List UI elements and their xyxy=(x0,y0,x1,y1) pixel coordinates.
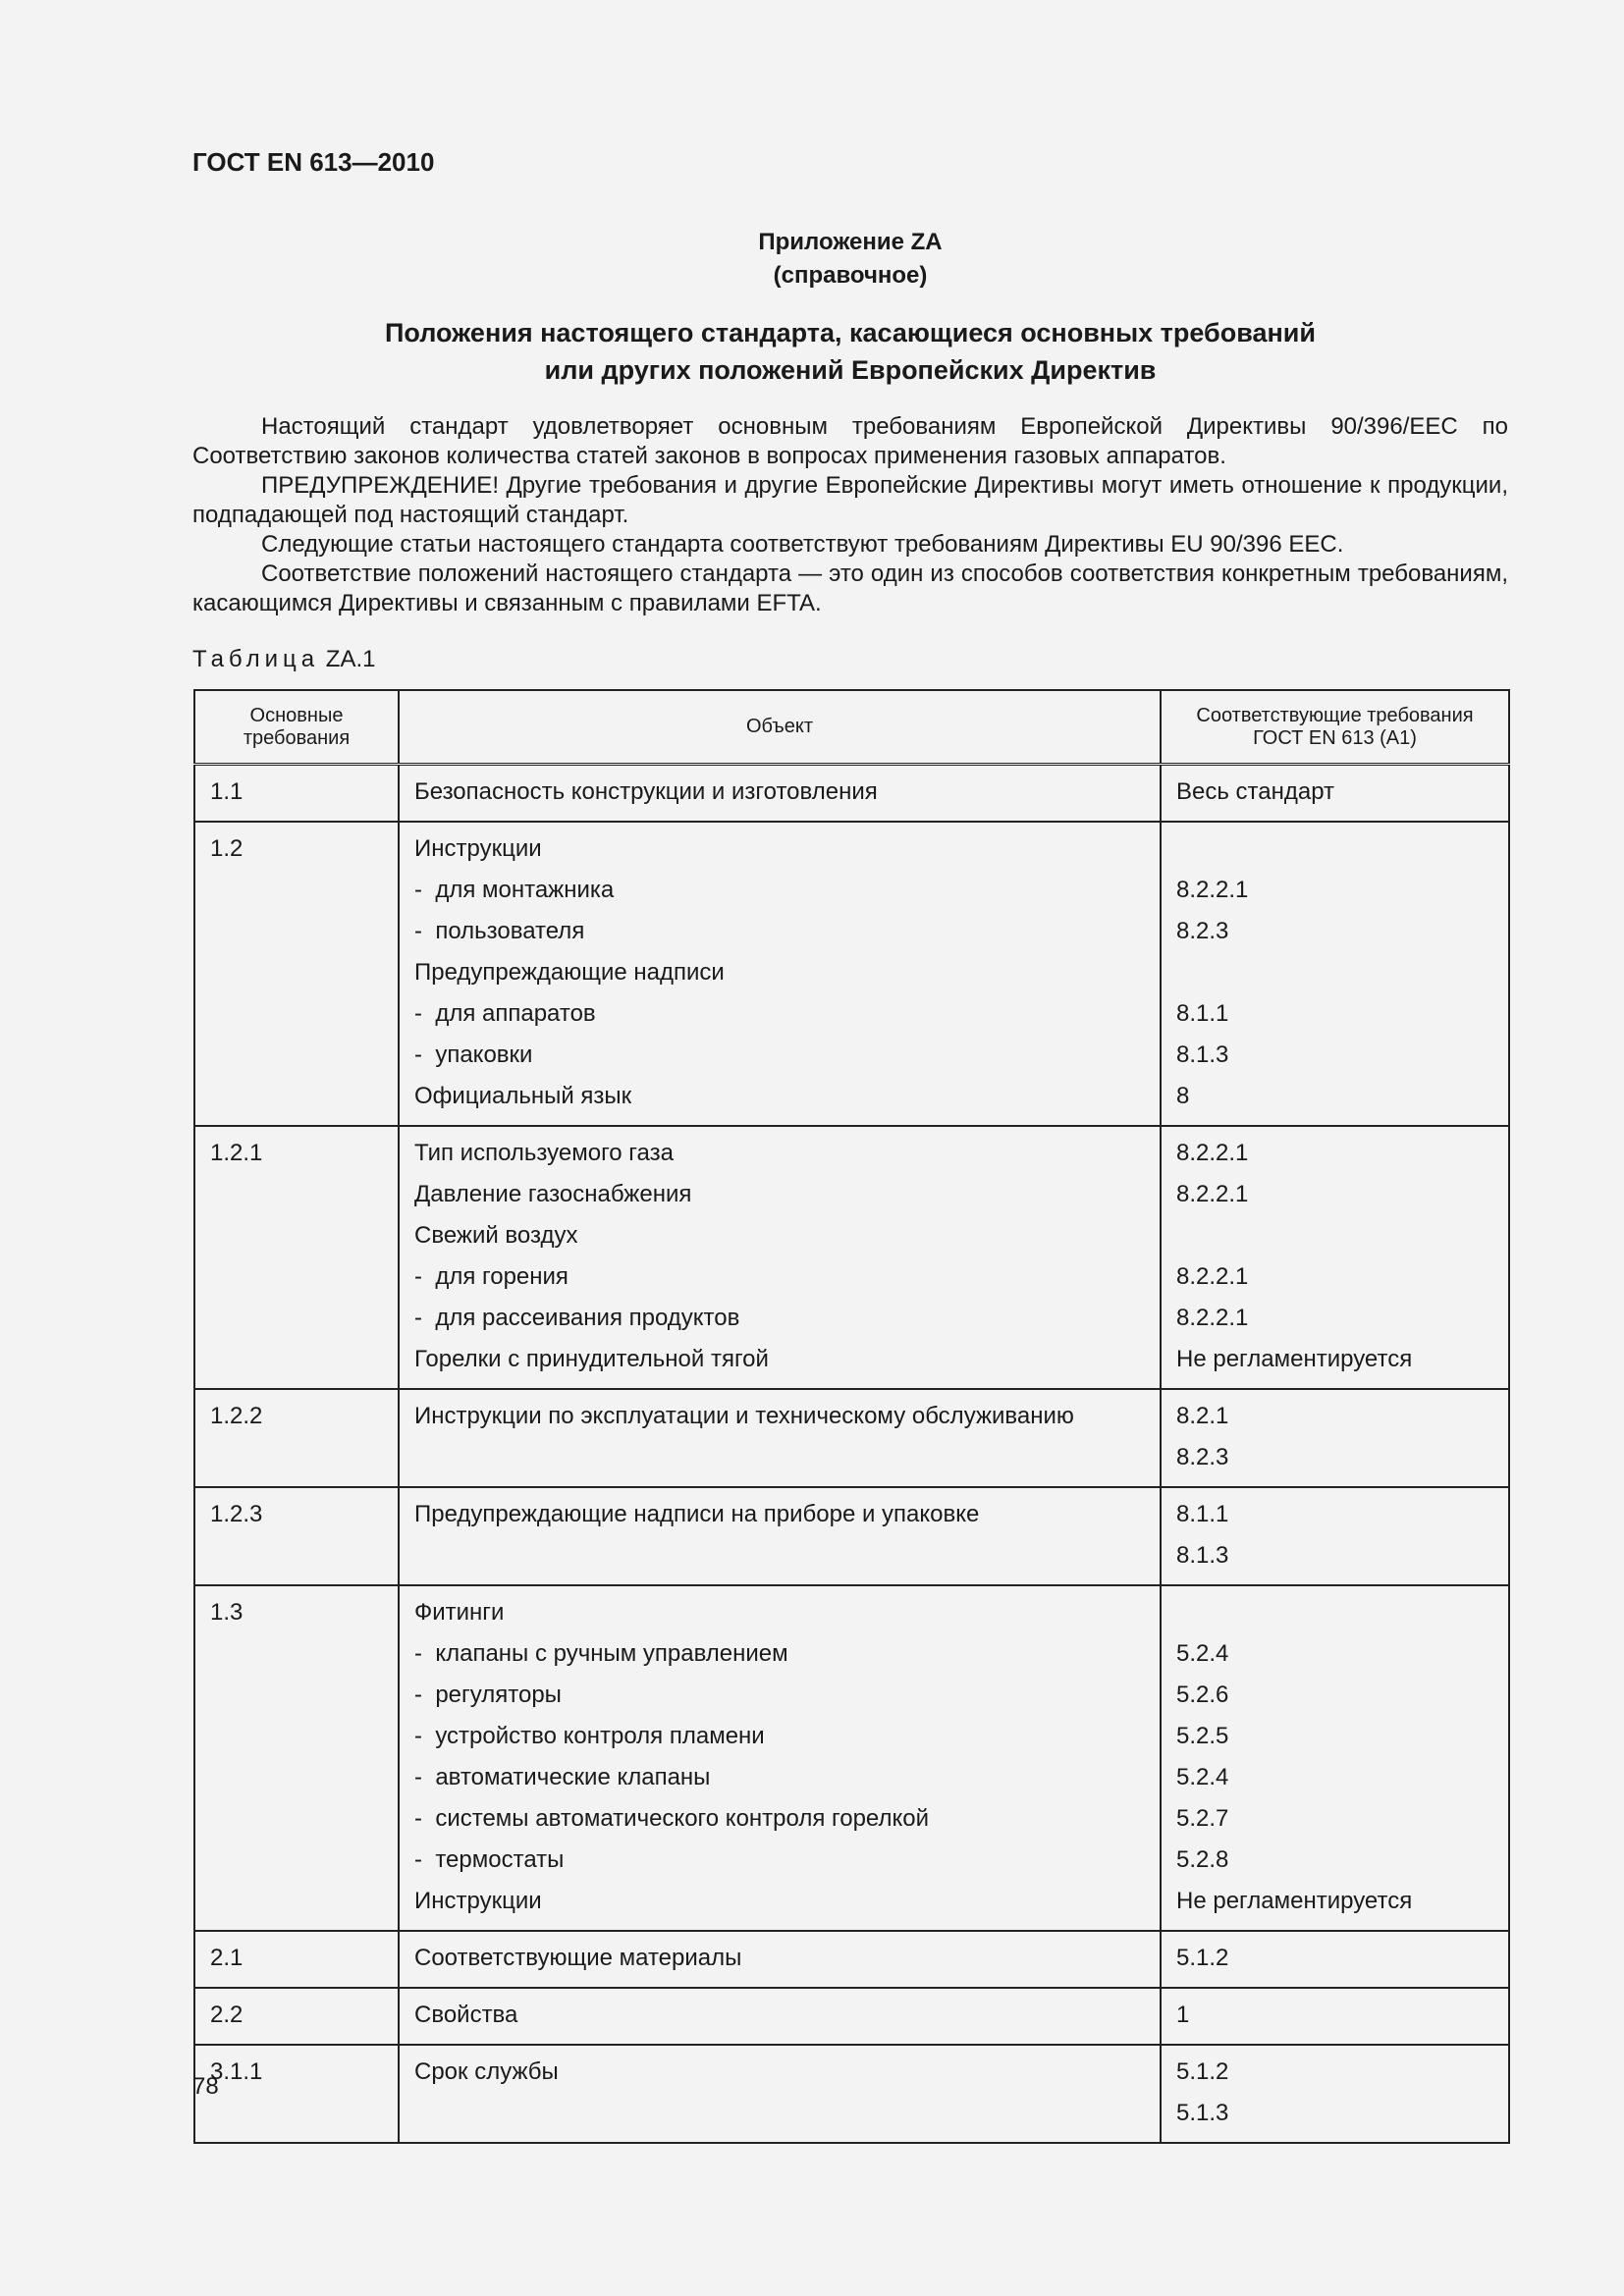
object-subitem: - пользователя xyxy=(414,911,1145,952)
object-subitem: - устройство контроля пламени xyxy=(414,1716,1145,1757)
object-subitem: - автоматические клапаны xyxy=(414,1757,1145,1798)
reference-cell xyxy=(1161,1585,1509,1931)
requirement-cell xyxy=(194,1931,399,1988)
object-item: Срок службы xyxy=(414,2058,559,2085)
header-line: Основные xyxy=(249,704,344,726)
intro-text xyxy=(192,412,1508,618)
requirement-cell xyxy=(194,1487,399,1585)
page-number: 78 xyxy=(192,2073,219,2100)
requirement-number: 3.1.1 xyxy=(210,2058,263,2085)
reference-value: Не регламентируется xyxy=(1176,1888,1413,1914)
requirement-cell xyxy=(194,822,399,1126)
requirement-cell xyxy=(194,2045,399,2143)
reference-value: 8.1.3 xyxy=(1176,1542,1229,1569)
reference-cell xyxy=(1161,1126,1509,1389)
object-item: Тип используемого газа xyxy=(414,1140,674,1166)
paragraph: Соответствие положений настоящего стандарта — это один из способов соответствия конкретным требованиям, касающимся Директивы и связанным с правилами EFTA. xyxy=(192,561,1508,616)
requirement-number: 1.2 xyxy=(210,835,244,862)
object-item: Инструкции по эксплуатации и техническому обслуживанию xyxy=(414,1403,1074,1429)
annex-heading xyxy=(192,226,1508,293)
reference-value: 5.2.7 xyxy=(1176,1805,1229,1832)
requirement-cell xyxy=(194,765,399,823)
section-title-line-1: Положения настоящего стандарта, касающиеся основных требований xyxy=(384,318,1316,347)
section-title xyxy=(192,314,1508,389)
object-item: Инструкции xyxy=(414,835,542,862)
reference-value: 8.2.1 xyxy=(1176,1403,1229,1429)
paragraph: ПРЕДУПРЕЖДЕНИЕ! Другие требования и другие Европейские Директивы могут иметь отношение к продукции, подпадающей под настоящий стандарт. xyxy=(192,472,1508,528)
object-cell xyxy=(399,822,1161,1126)
requirement-number: 1.2.1 xyxy=(210,1140,263,1166)
requirement-cell xyxy=(194,1585,399,1931)
column-header-gost-reference xyxy=(1161,690,1509,765)
reference-value xyxy=(1176,828,1493,870)
reference-value: 5.2.8 xyxy=(1176,1846,1229,1873)
object-item: Соответствующие материалы xyxy=(414,1945,742,1971)
object-subitem: - термостаты xyxy=(414,1840,1145,1881)
header-line: Соответствующие требования xyxy=(1196,704,1474,726)
header-line: ГОСТ EN 613 (А1) xyxy=(1253,726,1417,749)
table-row xyxy=(194,1126,1509,1389)
reference-value: 8.1.1 xyxy=(1176,1501,1229,1527)
object-item: Свежий воздух xyxy=(414,1222,578,1249)
object-item: Свойства xyxy=(414,2002,518,2028)
section-title-line-2: или других положений Европейских Директив xyxy=(544,355,1157,385)
requirement-cell xyxy=(194,1389,399,1487)
table-row xyxy=(194,1931,1509,1988)
requirement-number: 2.2 xyxy=(210,2002,244,2028)
reference-value: 8.2.2.1 xyxy=(1176,1181,1249,1207)
object-item: Предупреждающие надписи на приборе и упаковке xyxy=(414,1501,980,1527)
reference-value: 8.2.2.1 xyxy=(1176,877,1249,903)
column-header-object xyxy=(399,690,1161,765)
object-item xyxy=(414,1535,1145,1576)
reference-value: Весь стандарт xyxy=(1176,778,1335,805)
reference-value: 5.1.2 xyxy=(1176,1945,1229,1971)
reference-value: 8.2.2.1 xyxy=(1176,1140,1249,1166)
object-item: Давление газоснабжения xyxy=(414,1181,692,1207)
requirement-cell xyxy=(194,1126,399,1389)
object-cell xyxy=(399,1487,1161,1585)
object-subitem: - для рассеивания продуктов xyxy=(414,1298,1145,1339)
annex-type: (справочное) xyxy=(773,262,928,289)
document-header: ГОСТ EN 613—2010 xyxy=(192,147,435,177)
object-subitem: - упаковки xyxy=(414,1035,1145,1076)
object-subitem: - системы автоматического контроля горелкой xyxy=(414,1798,1145,1840)
object-subitem: - для горения xyxy=(414,1256,1145,1298)
reference-value xyxy=(1176,952,1493,993)
reference-value: 5.2.5 xyxy=(1176,1723,1229,1749)
table-row xyxy=(194,1585,1509,1931)
table-caption-id: ZA.1 xyxy=(325,646,376,672)
header-line: Объект xyxy=(745,716,814,737)
table-row xyxy=(194,1988,1509,2045)
paragraph: Следующие статьи настоящего стандарта соответствуют требованиям Директивы EU 90/396 EEC. xyxy=(261,531,1344,558)
reference-value: 5.2.6 xyxy=(1176,1682,1229,1708)
object-cell xyxy=(399,1931,1161,1988)
object-cell xyxy=(399,1585,1161,1931)
reference-value: Не регламентируется xyxy=(1176,1346,1413,1372)
reference-cell xyxy=(1161,2045,1509,2143)
object-subitem: - регуляторы xyxy=(414,1675,1145,1716)
reference-value: 5.2.4 xyxy=(1176,1640,1229,1667)
table-row xyxy=(194,822,1509,1126)
object-item: Официальный язык xyxy=(414,1083,632,1109)
object-item: Предупреждающие надписи xyxy=(414,959,725,986)
table-row xyxy=(194,1487,1509,1585)
table-caption xyxy=(192,646,375,673)
table-row xyxy=(194,2045,1509,2143)
reference-value: 8.2.3 xyxy=(1176,1444,1229,1470)
object-cell xyxy=(399,2045,1161,2143)
requirement-number: 1.2.2 xyxy=(210,1403,263,1429)
reference-value xyxy=(1176,1592,1493,1633)
object-item xyxy=(414,1437,1145,1478)
reference-cell xyxy=(1161,822,1509,1126)
table-row xyxy=(194,1389,1509,1487)
paragraph: Настоящий стандарт удовлетворяет основным требованиям Европейской Директивы 90/396/ЕЕС по Соответствию законов количества статей законов в вопросах применения газовых аппаратов. xyxy=(192,413,1508,469)
reference-value: 8.2.2.1 xyxy=(1176,1263,1249,1290)
object-item xyxy=(414,2093,1145,2134)
reference-cell xyxy=(1161,1487,1509,1585)
reference-cell xyxy=(1161,1988,1509,2045)
reference-value: 8 xyxy=(1176,1083,1190,1109)
reference-value: 8.2.2.1 xyxy=(1176,1305,1249,1331)
reference-value: 5.1.2 xyxy=(1176,2058,1229,2085)
reference-cell xyxy=(1161,1389,1509,1487)
requirement-number: 1.2.3 xyxy=(210,1501,263,1527)
object-subitem: - клапаны с ручным управлением xyxy=(414,1633,1145,1675)
table-row xyxy=(194,765,1509,823)
reference-value xyxy=(1176,1215,1493,1256)
object-cell xyxy=(399,1988,1161,2045)
table-caption-prefix: Таблица xyxy=(192,646,320,672)
object-item: Фитинги xyxy=(414,1599,505,1626)
reference-value: 5.1.3 xyxy=(1176,2100,1229,2126)
reference-value: 8.1.3 xyxy=(1176,1041,1229,1068)
object-cell xyxy=(399,1126,1161,1389)
requirement-cell xyxy=(194,1988,399,2045)
requirement-number: 2.1 xyxy=(210,1945,244,1971)
object-cell xyxy=(399,765,1161,823)
reference-value: 8.2.3 xyxy=(1176,918,1229,944)
object-subitem: - для аппаратов xyxy=(414,993,1145,1035)
object-item: Горелки с принудительной тягой xyxy=(414,1346,769,1372)
requirements-table xyxy=(193,689,1510,2144)
reference-value: 8.1.1 xyxy=(1176,1000,1229,1027)
reference-cell xyxy=(1161,1931,1509,1988)
object-item: Инструкции xyxy=(414,1888,542,1914)
requirement-number: 1.1 xyxy=(210,778,244,805)
reference-value: 5.2.4 xyxy=(1176,1764,1229,1790)
object-subitem: - для монтажника xyxy=(414,870,1145,911)
header-line: требования xyxy=(243,726,351,749)
object-cell xyxy=(399,1389,1161,1487)
reference-value: 1 xyxy=(1176,2002,1190,2028)
reference-cell xyxy=(1161,765,1509,823)
column-header-requirements xyxy=(194,690,399,765)
annex-label: Приложение ZA xyxy=(758,229,943,255)
table-header-row xyxy=(194,690,1509,765)
requirement-number: 1.3 xyxy=(210,1599,244,1626)
object-item: Безопасность конструкции и изготовления xyxy=(414,778,878,805)
